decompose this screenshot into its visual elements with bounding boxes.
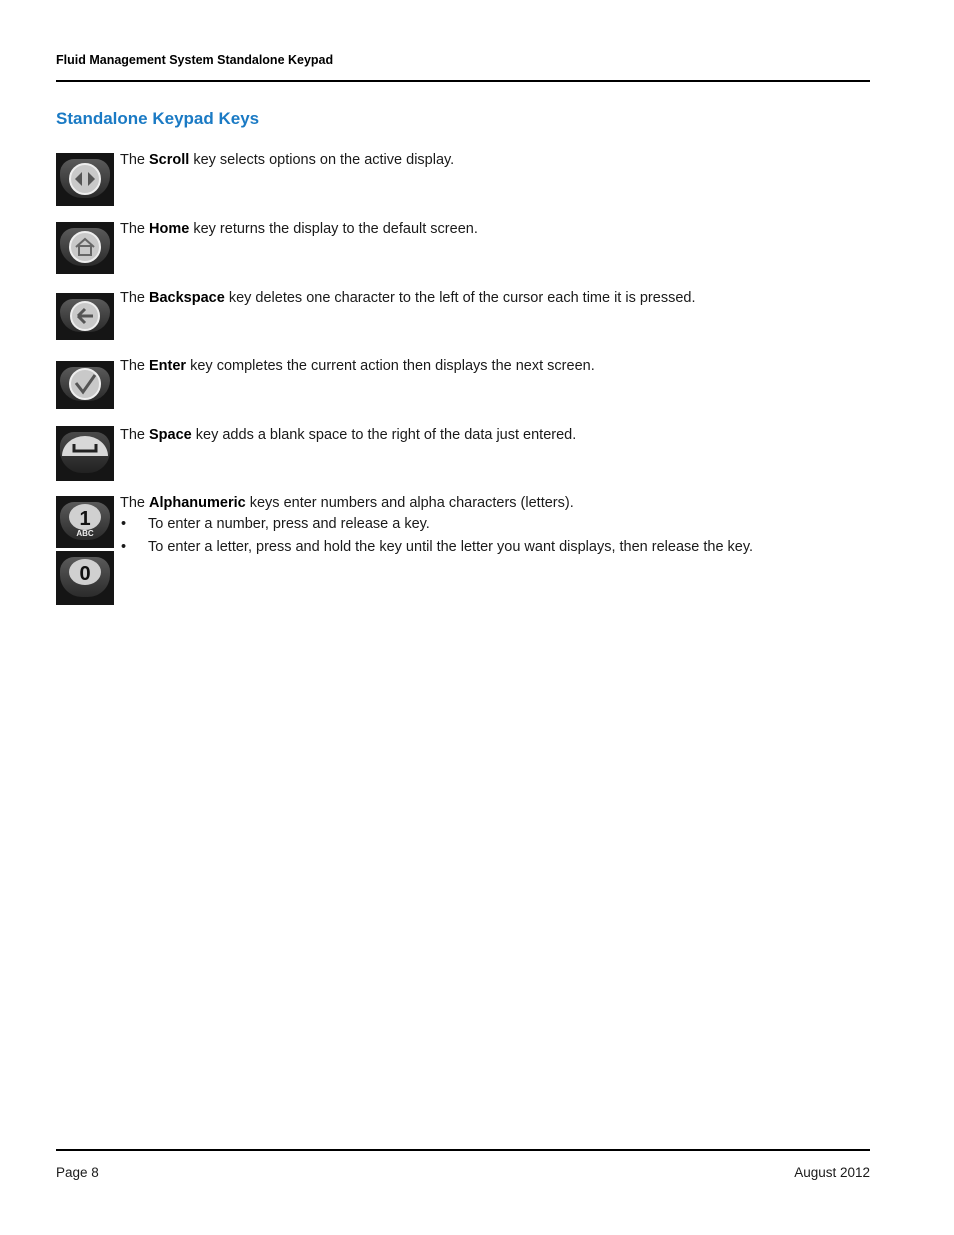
space-key-icon: [56, 426, 114, 481]
enter-key-description: The Enter key completes the current action then displays the next screen.: [120, 358, 595, 374]
publication-date: August 2012: [794, 1165, 870, 1180]
footer-rule: [56, 1149, 870, 1151]
number-one-key-icon: [56, 496, 114, 548]
key-zero-digit: 0: [79, 563, 91, 585]
space-key-description: The Space key adds a blank space to the right of the data just entered.: [120, 427, 577, 443]
bullet-glyph: •: [121, 516, 127, 532]
enter-key-icon: [56, 361, 114, 409]
backspace-key-icon: [56, 293, 114, 340]
list-item-text: To enter a number, press and release a key.: [148, 516, 430, 532]
alphanumeric-key-description: The Alphanumeric keys enter numbers and alpha characters (letters).: [120, 495, 574, 511]
key-one-letters: ABC: [76, 529, 94, 538]
bullet-glyph: •: [121, 539, 127, 555]
home-key-description: The Home key returns the display to the default screen.: [120, 221, 478, 237]
scroll-key-icon: [56, 153, 114, 206]
backspace-key-description: The Backspace key deletes one character to the left of the cursor each time it is pressed.: [120, 290, 696, 306]
section-heading: Standalone Keypad Keys: [56, 109, 260, 128]
running-header: Fluid Management System Standalone Keypad: [56, 53, 334, 67]
header-rule: [56, 80, 870, 82]
home-key-icon: [56, 222, 114, 274]
key-one-digit: 1: [79, 508, 91, 530]
list-item-text: To enter a letter, press and hold the key until the letter you want displays, then release the key.: [148, 539, 754, 555]
number-zero-key-icon: [56, 551, 114, 605]
page-number: Page 8: [56, 1165, 99, 1180]
scroll-key-description: The Scroll key selects options on the active display.: [120, 152, 455, 168]
